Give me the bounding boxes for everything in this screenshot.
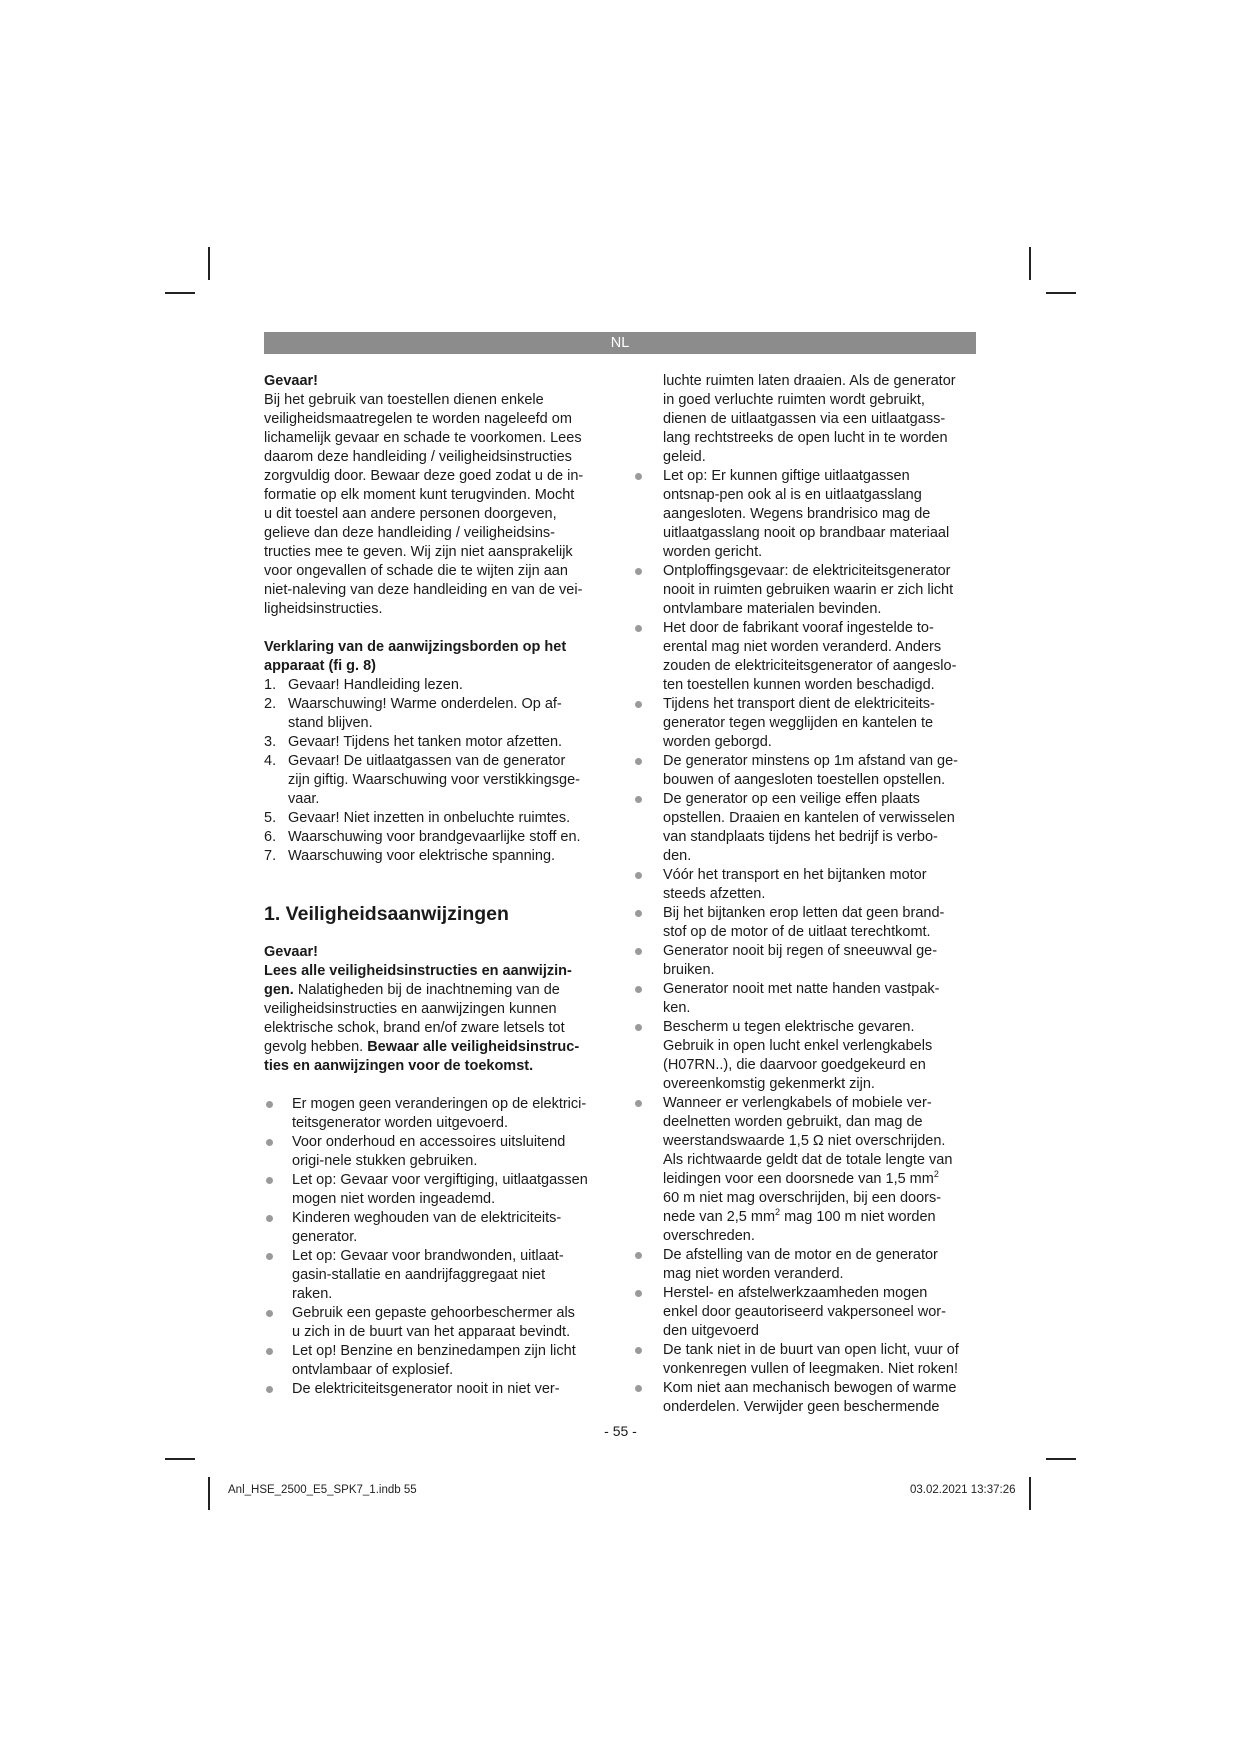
list-item: De generator op een veilige effen plaats opstellen. Draaien en kantelen of verwisselen van standplaats tijdens het bedrijf is verbo- den. bbox=[630, 790, 976, 866]
list-item: Bescherm u tegen elektrische gevaren. Gebruik in open lucht enkel verlengkabels (H07RN..), die daarvoor goedgekeurd en overeenkomstig gekenmerkt zijn. bbox=[630, 1018, 976, 1094]
right-column bbox=[630, 372, 976, 1417]
list-item: Generator nooit met natte handen vastpak- ken. bbox=[630, 980, 976, 1018]
section-title: 1. Veiligheidsaanwijzingen bbox=[264, 903, 509, 925]
list-item: De tank niet in de buurt van open licht, vuur of vonkenregen vullen of leegmaken. Niet roken! bbox=[630, 1341, 976, 1379]
signs-heading: Verklaring van de aanwijzingsborden op het bbox=[264, 639, 567, 655]
list-item: Generator nooit bij regen of sneeuwval ge- bruiken. bbox=[630, 942, 976, 980]
list-item: Ontploffingsgevaar: de elektriciteitsgenerator nooit in ruimten gebruiken waarin er zich licht ontvlambare materialen bevinden. bbox=[630, 562, 976, 619]
list-item: 2. Waarschuwing! Warme onderdelen. Op af- stand blijven. bbox=[264, 696, 562, 731]
list-item: Let op! Benzine en benzinedampen zijn licht ontvlambaar of explosief. bbox=[264, 1342, 610, 1380]
list-item: Tijdens het transport dient de elektriciteits- generator tegen wegglijden en kantelen te worden geborgd. bbox=[630, 695, 976, 752]
safety-bullet-list bbox=[264, 1095, 610, 1399]
signs-heading: apparaat (fi g. 8) bbox=[264, 658, 376, 674]
list-item: Er mogen geen veranderingen op de elektrici- teitsgenerator worden uitgevoerd. bbox=[264, 1095, 610, 1133]
list-item: Let op: Er kunnen giftige uitlaatgassen ontsnap-pen ook al is en uitlaatgasslang aangesloten. Wegens brandrisico mag de uitlaatgasslang nooit op brandbaar materiaal worden gericht. bbox=[630, 467, 976, 562]
list-item: 6. Waarschuwing voor brandgevaarlijke stoff en. bbox=[264, 829, 581, 845]
list-item: De elektriciteitsgenerator nooit in niet ver- bbox=[264, 1380, 610, 1399]
list-item: Gebruik een gepaste gehoorbeschermer als u zich in de buurt van het apparaat bevindt. bbox=[264, 1304, 610, 1342]
text-line: Bij het gebruik van toestellen dienen enkele bbox=[264, 392, 544, 408]
crop-mark bbox=[1029, 247, 1031, 280]
text-line: gelieve dan deze handleiding / veiligheidsins- bbox=[264, 525, 556, 541]
language-header-bar bbox=[264, 332, 976, 354]
text-line: lichamelijk gevaar en schade te voorkomen. Lees bbox=[264, 430, 582, 446]
list-item: 7. Waarschuwing voor elektrische spanning. bbox=[264, 848, 556, 864]
text-line: zorgvuldig door. Bewaar deze goed zodat u de in- bbox=[264, 468, 584, 484]
list-item: Voor onderhoud en accessoires uitsluitend origi-nele stukken gebruiken. bbox=[264, 1133, 610, 1171]
crop-mark bbox=[165, 292, 195, 294]
list-item: 1. Gevaar! Handleiding lezen. bbox=[264, 677, 463, 693]
footer-filename: Anl_HSE_2500_E5_SPK7_1.indb 55 bbox=[228, 1484, 417, 1496]
list-item: Kinderen weghouden van de elektriciteits- generator. bbox=[264, 1209, 610, 1247]
list-item: De generator minstens op 1m afstand van ge- bouwen of aangesloten toestellen opstellen. bbox=[630, 752, 976, 790]
list-item: Herstel- en afstelwerkzaamheden mogen enkel door geautoriseerd vakpersoneel wor- den uitgevoerd bbox=[630, 1284, 976, 1341]
text-line: veiligheidsmaatregelen te worden nageleefd om bbox=[264, 411, 572, 427]
list-item: Kom niet aan mechanisch bewogen of warme onderdelen. Verwijder geen beschermende bbox=[630, 1379, 976, 1417]
text-line: u dit toestel aan andere personen doorgeven, bbox=[264, 506, 557, 522]
text-line: niet-naleving van deze handleiding en van de vei- bbox=[264, 582, 583, 598]
crop-mark bbox=[1029, 1477, 1031, 1510]
crop-mark bbox=[165, 1458, 195, 1460]
list-item: Let op: Gevaar voor brandwonden, uitlaat- gasin-stallatie en aandrijfaggregaat niet raken. bbox=[264, 1247, 610, 1304]
warning-paragraph bbox=[264, 391, 610, 619]
list-item: Het door de fabrikant vooraf ingestelde to- erental mag niet worden veranderd. Anders zouden de elektriciteitsgenerator of aangeslo- ten toestellen kunnen worden beschadigd. bbox=[630, 619, 976, 695]
text-line: ligheidsinstructies. bbox=[264, 601, 383, 617]
warning-paragraph: Lees alle veiligheidsinstructies en aanwijzin- gen. Nalatigheden bij de inachtneming van de veiligheidsinstructies en aanwijzingen kunnen elektrische schok, brand en/of zware letsels tot gevolg hebben. Bewaar alle veiligheidsinstruc- ties en aanwijzingen voor de toekomst. bbox=[264, 963, 580, 1074]
crop-mark bbox=[1046, 292, 1076, 294]
crop-mark bbox=[1046, 1458, 1076, 1460]
crop-mark bbox=[208, 247, 210, 280]
text-line: daarom deze handleiding / veiligheidsinstructies bbox=[264, 449, 572, 465]
language-code: NL bbox=[610, 335, 630, 351]
warning-title: Gevaar! bbox=[264, 944, 319, 960]
list-item: Bij het bijtanken erop letten dat geen brand- stof op de motor of de uitlaat terechtkomt. bbox=[630, 904, 976, 942]
warning-title: Gevaar! bbox=[264, 373, 319, 389]
list-item: 3. Gevaar! Tijdens het tanken motor afzetten. bbox=[264, 734, 563, 750]
list-item-continuation: luchte ruimten laten draaien. Als de generator in goed verluchte ruimten wordt gebruikt, dienen de uitlaatgassen via een uitlaatgass- lang rechtstreeks de open lucht in te worden geleid. bbox=[663, 373, 956, 465]
signs-list bbox=[264, 676, 610, 866]
list-item: Let op: Gevaar voor vergiftiging, uitlaatgassen mogen niet worden ingeademd. bbox=[264, 1171, 610, 1209]
text-line: tructies mee te geven. Wij zijn niet aansprakelijk bbox=[264, 544, 573, 560]
text-line: formatie op elk moment kunt terugvinden. Mocht bbox=[264, 487, 575, 503]
list-item-extension-cables: Wanneer er verlengkabels of mobiele ver- deelnetten worden gebruikt, dan mag de weerstandswaarde 1,5 Ω niet overschrijden. Als richtwaarde geldt dat de totale lengte van leidingen voor een doorsnede van 1,5 $mm^2$ 60 m niet mag overschrijden, bij een doors- nede van 2,5 $mm^2$ mag 100 m niet worden overschreden. bbox=[630, 1094, 976, 1246]
left-column bbox=[264, 372, 610, 1399]
safety-bullet-list bbox=[630, 372, 976, 1417]
footer-timestamp: 03.02.2021 13:37:26 bbox=[910, 1484, 1016, 1496]
list-item: Vóór het transport en het bijtanken motor steeds afzetten. bbox=[630, 866, 976, 904]
list-item: 4. Gevaar! De uitlaatgassen van de generator zijn giftig. Waarschuwing voor verstikkingsge- vaar. bbox=[264, 753, 580, 807]
crop-mark bbox=[208, 1477, 210, 1510]
list-item: De afstelling van de motor en de generator mag niet worden veranderd. bbox=[630, 1246, 976, 1284]
page-number: - 55 - bbox=[604, 1423, 637, 1439]
text-line: voor ongevallen of schade die te wijten zijn aan bbox=[264, 563, 568, 579]
list-item: 5. Gevaar! Niet inzetten in onbeluchte ruimtes. bbox=[264, 810, 571, 826]
